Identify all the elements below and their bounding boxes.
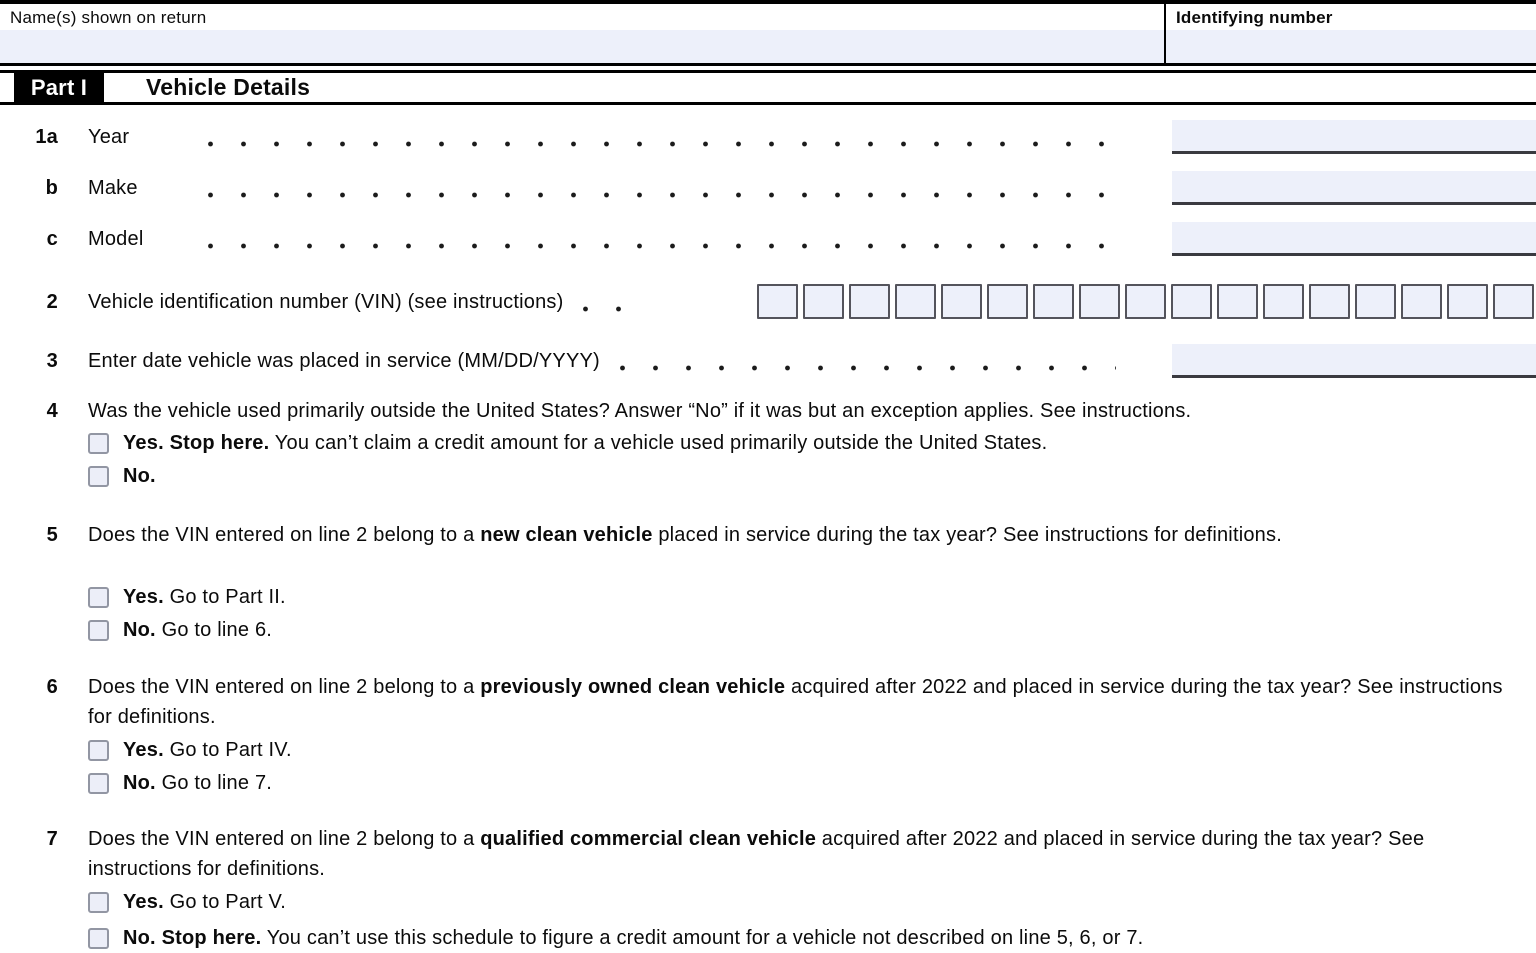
- line-1c-number: c: [46, 227, 58, 250]
- year-field[interactable]: [1172, 120, 1536, 154]
- line-6-number: 6: [46, 676, 58, 698]
- line-1c-row: [0, 222, 1536, 256]
- question-5-text: Does the VIN entered on line 2 belong to a new clean vehicle placed in service during the tax year? See instructions for definitions.: [88, 524, 1282, 546]
- vin-cell[interactable]: [1355, 284, 1396, 319]
- line-3-label: Enter date vehicle was placed in service (MM/DD/YYYY): [88, 349, 600, 372]
- line-4-number: 4: [46, 400, 58, 422]
- vin-cell[interactable]: [757, 284, 798, 319]
- identifying-number-label: Identifying number: [1176, 8, 1333, 27]
- line-1b-row: [0, 171, 1536, 205]
- line-7-number: 7: [46, 828, 58, 850]
- q5-option-no: [88, 617, 272, 643]
- q4-no-checkbox[interactable]: [88, 466, 109, 487]
- vin-cell[interactable]: [1079, 284, 1120, 319]
- make-field[interactable]: [1172, 171, 1536, 205]
- q4-yes-checkbox[interactable]: [88, 433, 109, 454]
- q6-no-label: No. Go to line 7.: [123, 771, 273, 794]
- vin-cell[interactable]: [1493, 284, 1534, 319]
- q7-no-checkbox[interactable]: [88, 928, 109, 949]
- line-1a-row: [0, 120, 1536, 154]
- line-1b-number: b: [45, 176, 58, 199]
- q5-option-yes: [88, 584, 286, 610]
- line-3-row: [0, 344, 1536, 378]
- return-header: [0, 0, 1536, 66]
- part-1-title: Vehicle Details: [146, 74, 311, 100]
- q7-yes-label: Yes. Go to Part V.: [123, 890, 286, 913]
- name-input[interactable]: [0, 30, 1164, 63]
- dot-leader: [188, 171, 1116, 205]
- q5-no-checkbox[interactable]: [88, 620, 109, 641]
- line-1b-label: Make: [88, 176, 138, 199]
- line-2-label: Vehicle identification number (VIN) (see instructions): [88, 290, 564, 313]
- vin-cell[interactable]: [941, 284, 982, 319]
- dot-leader: [188, 222, 1116, 256]
- name-label: Name(s) shown on return: [10, 8, 207, 27]
- question-4: [0, 396, 1514, 426]
- vin-cell[interactable]: [1033, 284, 1074, 319]
- q6-yes-label: Yes. Go to Part IV.: [123, 738, 292, 761]
- line-2-row: [0, 284, 1536, 320]
- vin-cell[interactable]: [1171, 284, 1212, 319]
- q4-option-no: [88, 463, 156, 489]
- line-1a-number: 1a: [35, 125, 58, 148]
- q4-no-label: No.: [123, 464, 156, 487]
- q5-no-label: No. Go to line 6.: [123, 618, 273, 641]
- question-5: [0, 520, 1514, 550]
- question-7-text: Does the VIN entered on line 2 belong to a qualified commercial clean vehicle acquired after 2022 and placed in service during the tax year? See instructions for definitions.: [88, 828, 1425, 880]
- name-section: [0, 4, 1166, 63]
- vin-cell[interactable]: [849, 284, 890, 319]
- vin-cell[interactable]: [1217, 284, 1258, 319]
- q4-option-yes: [88, 430, 1047, 456]
- question-7: [0, 824, 1514, 884]
- q5-yes-checkbox[interactable]: [88, 587, 109, 608]
- question-6-text: Does the VIN entered on line 2 belong to a previously owned clean vehicle acquired after 2022 and placed in service during the tax year? See instructions for definitions.: [88, 676, 1503, 728]
- dot-leader: [600, 344, 1116, 378]
- question-4-text: Was the vehicle used primarily outside the United States? Answer “No” if it was but an exception applies. See instructions.: [88, 400, 1192, 422]
- line-5-number: 5: [46, 524, 58, 546]
- vin-cell[interactable]: [1263, 284, 1304, 319]
- dot-leader: [188, 120, 1116, 154]
- vin-cell[interactable]: [895, 284, 936, 319]
- line-1a-label: Year: [88, 125, 130, 148]
- q6-option-no: [88, 770, 272, 796]
- identifying-number-input[interactable]: [1166, 30, 1536, 63]
- vin-cell[interactable]: [1401, 284, 1442, 319]
- vin-cell[interactable]: [1309, 284, 1350, 319]
- q7-option-yes: [88, 889, 286, 915]
- q5-yes-label: Yes. Go to Part II.: [123, 585, 286, 608]
- part-1-badge: Part I: [14, 73, 104, 102]
- identifying-number-section: [1166, 4, 1536, 63]
- vin-boxes: [757, 284, 1534, 319]
- vin-cell[interactable]: [1125, 284, 1166, 319]
- vin-cell[interactable]: [987, 284, 1028, 319]
- dot-leader: [563, 284, 625, 320]
- q4-yes-label: Yes. Stop here. You can’t claim a credit amount for a vehicle used primarily outside the United States.: [123, 431, 1048, 454]
- vin-cell[interactable]: [1447, 284, 1488, 319]
- model-field[interactable]: [1172, 222, 1536, 256]
- q7-yes-checkbox[interactable]: [88, 892, 109, 913]
- q7-option-no: [88, 925, 1143, 951]
- line-1c-label: Model: [88, 227, 144, 250]
- q6-no-checkbox[interactable]: [88, 773, 109, 794]
- vin-cell[interactable]: [803, 284, 844, 319]
- q6-option-yes: [88, 737, 292, 763]
- q7-no-label: No. Stop here. You can’t use this schedule to figure a credit amount for a vehicle not described on line 5, 6, or 7.: [123, 926, 1144, 949]
- question-6: [0, 672, 1514, 732]
- q6-yes-checkbox[interactable]: [88, 740, 109, 761]
- line-3-number: 3: [46, 349, 58, 372]
- line-2-number: 2: [46, 290, 58, 313]
- part-1-header-bar: [0, 70, 1536, 105]
- date-placed-in-service-field[interactable]: [1172, 344, 1536, 378]
